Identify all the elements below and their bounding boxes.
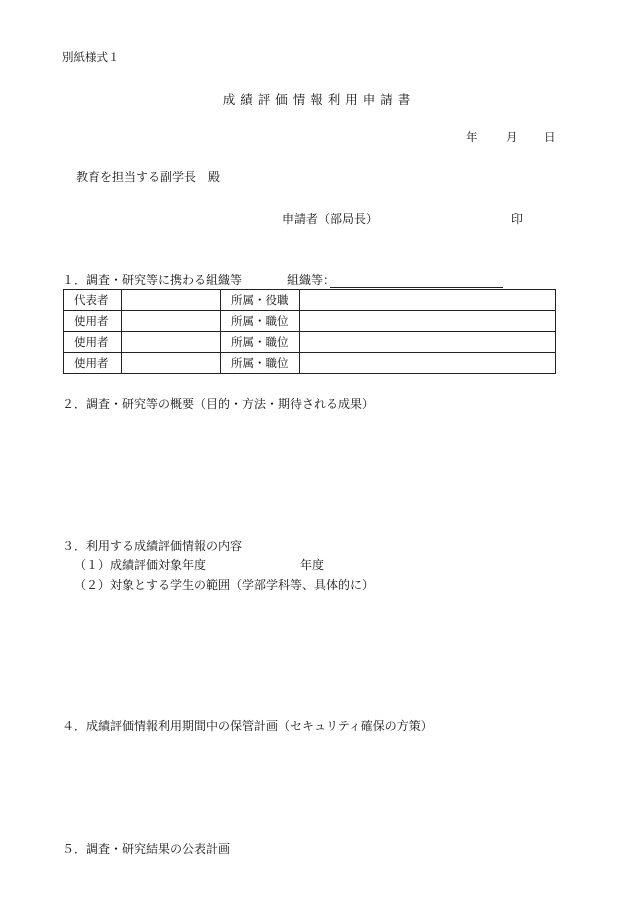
org-input-line[interactable] xyxy=(330,287,503,288)
form-number-label: 別紙様式１ xyxy=(62,50,120,64)
section5-heading: ５．調査・研究結果の公表計画 xyxy=(62,842,231,856)
name-cell[interactable] xyxy=(122,290,221,311)
role-cell: 代表者 xyxy=(64,290,122,311)
applicant-label: 申請者（部局長） xyxy=(282,212,379,226)
role-cell: 使用者 xyxy=(64,353,122,374)
table-row xyxy=(64,311,556,332)
table-row xyxy=(64,290,556,311)
student-scope-label: （２）対象とする学生の範囲（学部学科等、具体的に） xyxy=(74,578,375,592)
position-label-cell: 所属・職位 xyxy=(221,332,300,353)
org-label: 組織等： xyxy=(287,273,336,287)
table-row xyxy=(64,353,556,374)
role-cell: 使用者 xyxy=(64,311,122,332)
table-row xyxy=(64,332,556,353)
position-cell[interactable] xyxy=(300,311,556,332)
staff-table xyxy=(63,289,556,374)
section4-heading: ４．成績評価情報利用期間中の保管計画（セキュリティ確保の方策） xyxy=(62,719,433,733)
name-cell[interactable] xyxy=(122,353,221,374)
position-label-cell: 所属・職位 xyxy=(221,353,300,374)
section1-heading: １．調査・研究等に携わる組織等 xyxy=(62,273,243,287)
section3-heading: ３．利用する成績評価情報の内容 xyxy=(62,539,243,553)
target-year-unit: 年度 xyxy=(300,558,325,572)
name-cell[interactable] xyxy=(122,311,221,332)
seal-mark: 印 xyxy=(511,212,524,226)
date-day-label: 日 xyxy=(544,130,556,144)
role-cell: 使用者 xyxy=(64,332,122,353)
addressee: 教育を担当する副学長 殿 xyxy=(76,170,221,184)
name-cell[interactable] xyxy=(122,332,221,353)
document-title: 成績評価情報利用申請書 xyxy=(222,92,416,107)
position-label-cell: 所属・役職 xyxy=(221,290,300,311)
position-cell[interactable] xyxy=(300,332,556,353)
position-label-cell: 所属・職位 xyxy=(221,311,300,332)
section2-heading: ２．調査・研究等の概要（目的・方法・期待される成果） xyxy=(62,397,375,411)
position-cell[interactable] xyxy=(300,353,556,374)
position-cell[interactable] xyxy=(300,290,556,311)
date-year-label: 年 xyxy=(466,130,478,144)
date-month-label: 月 xyxy=(506,130,518,144)
target-year-label: （１）成績評価対象年度 xyxy=(74,558,207,572)
